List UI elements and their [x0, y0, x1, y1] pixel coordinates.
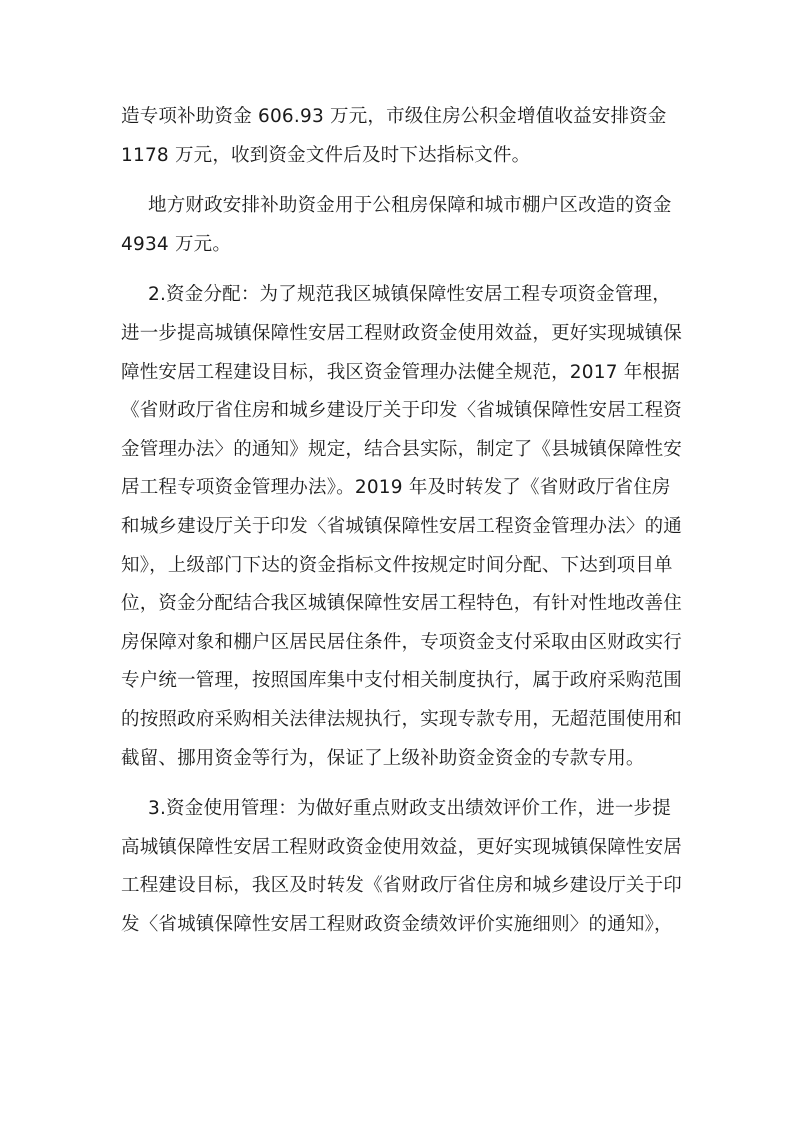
text-line: 进一步提高城镇保障性安居工程财政资金使用效益，更好实现城镇保 — [121, 322, 683, 344]
text-line: 高城镇保障性安居工程财政资金使用效益，更好实现城镇保障性安居 — [121, 836, 683, 858]
paragraph-3 — [121, 276, 683, 778]
paragraph-2 — [121, 187, 677, 264]
text-line: 2.资金分配：为了规范我区城镇保障性安居工程专项资金管理， — [148, 284, 671, 306]
text-line: 造专项补助资金 606.93 万元，市级住房公积金增值收益安排资金 — [121, 106, 667, 127]
text-line: 和城乡建设厅关于印发〈省城镇保障性安居工程资金管理办法〉的通 — [121, 515, 683, 537]
text-line: 的按照政府采购相关法律法规执行，实现专款专用，无超范围使用和 — [121, 708, 683, 730]
text-line: 障性安居工程建设目标，我区资金管理办法健全规范，2017 年根据 — [121, 361, 680, 383]
document-body — [121, 98, 683, 944]
text-line: 地方财政安排补助资金用于公租房保障和城市棚户区改造的资金 — [148, 195, 672, 217]
text-line: 知》，上级部门下达的资金指标文件按规定时间分配、下达到项目单 — [121, 554, 673, 576]
text-line: 4934 万元。 — [121, 233, 232, 255]
paragraph-1 — [121, 98, 677, 175]
text-line: 3.资金使用管理：为做好重点财政支出绩效评价工作，进一步提 — [148, 798, 671, 820]
paragraph-4 — [121, 790, 683, 944]
text-line: 房保障对象和棚户区居民居住条件，专项资金支付采取由区财政实行 — [121, 631, 683, 653]
text-line: 发〈省城镇保障性安居工程财政资金绩效评价实施细则〉的通知》， — [121, 913, 673, 935]
text-line: 截留、挪用资金等行为，保证了上级补助资金资金的专款专用。 — [121, 747, 645, 769]
text-line: 《省财政厅省住房和城乡建设厅关于印发〈省城镇保障性安居工程资 — [121, 400, 683, 422]
text-line: 居工程专项资金管理办法》。2019 年及时转发了《省财政厅省住房 — [121, 477, 671, 499]
text-line: 1178 万元，收到资金文件后及时下达指标文件。 — [121, 144, 531, 166]
text-line: 专户统一管理，按照国库集中支付相关制度执行，属于政府采购范围 — [121, 670, 683, 692]
text-line: 工程建设目标，我区及时转发《省财政厅省住房和城乡建设厅关于印 — [121, 875, 683, 897]
text-line: 位，资金分配结合我区城镇保障性安居工程特色，有针对性地改善住 — [121, 593, 683, 615]
text-line: 金管理办法〉的通知》规定，结合县实际，制定了《县城镇保障性安 — [121, 438, 683, 460]
